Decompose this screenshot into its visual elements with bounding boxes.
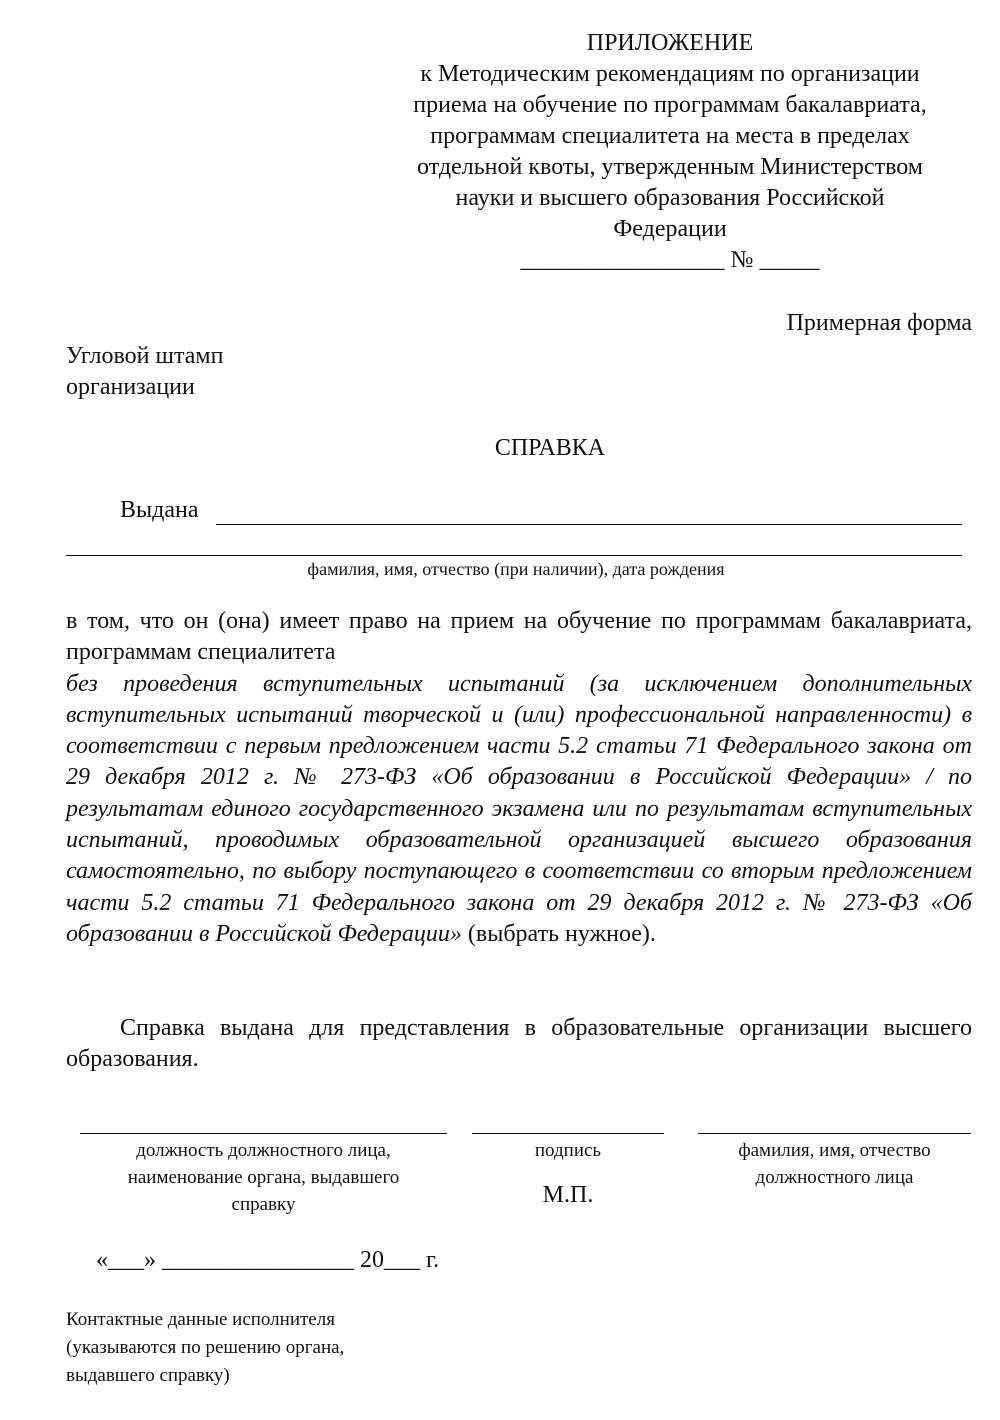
official-name-caption-line-2: должностного лица [755, 1167, 914, 1188]
issued-name-line[interactable] [216, 524, 962, 525]
annex-number-line: _________________ № _____ [520, 247, 820, 273]
body-regular-text: в том, что он (она) имеет право на прием на обучение по программам бакалавриата, программам специалитета [66, 608, 972, 666]
position-caption [80, 1137, 447, 1218]
document-title: СПРАВКА [494, 435, 606, 461]
form-type-label: Примерная форма [786, 310, 972, 336]
contact-line-2: (указываются по решению органа, [66, 1337, 345, 1358]
position-caption-line-2: наименование органа, выдавшего [127, 1167, 400, 1188]
position-caption-line-1: должность должностного лица, [136, 1140, 391, 1161]
annex-heading: ПРИЛОЖЕНИЕ [586, 30, 754, 56]
body-italic-text: без проведения вступительных испытаний (за исключением дополнительных вступительных испытаний творческой и (или) профессиональной направленности) в соответствии с первым предложением части 5.2 статьи 71 Федерального закона от 29 декабря 2012 г. № 273-ФЗ «Об образовании в Российской Федерации» / по результатам единого государственного экзамена или по результатам вступительных испытаний, проводимых образовательной организацией высшего образования самостоятельно, по выбору поступающего в соответствии со вторым предложением части 5.2 статьи 71 Федерального закона от 29 декабря 2012 г. № 273-ФЗ «Об образовании в Российской Федерации» [66, 670, 972, 947]
official-name-caption-line-1: фамилия, имя, отчество [738, 1140, 931, 1161]
issued-label: Выдана [120, 497, 199, 523]
body-tail-text: (выбрать нужное). [461, 920, 656, 947]
official-name-line[interactable] [698, 1133, 971, 1134]
contact-line-3: выдавшего справку) [66, 1365, 230, 1386]
position-caption-line-3: справку [231, 1194, 296, 1215]
signature-caption: подпись [534, 1140, 602, 1161]
stamp-place-label: М.П. [542, 1182, 594, 1208]
contact-line-1: Контактные данные исполнителя [66, 1309, 335, 1330]
purpose-paragraph: Справка выдана для представления в образовательные организации высшего образования. [66, 1015, 972, 1072]
position-signature-line[interactable] [80, 1133, 447, 1134]
annex-line-5: науки и высшего образования Российской [455, 185, 885, 211]
official-name-caption [698, 1137, 971, 1191]
issued-birth-line[interactable] [66, 555, 962, 556]
corner-stamp-note [66, 341, 223, 403]
annex-line-6: Федерации [613, 216, 727, 242]
signature-caption-block [472, 1137, 664, 1209]
annex-header [370, 28, 970, 276]
annex-line-1: к Методическим рекомендациям по организации [420, 61, 920, 87]
contact-info-note [66, 1306, 344, 1390]
annex-line-4: отдельной квоты, утвержденным Министерством [417, 154, 923, 180]
annex-line-2: приема на обучение по программам бакалавриата, [413, 92, 927, 118]
issue-date-line[interactable]: «___» ________________ 20___ г. [96, 1247, 440, 1273]
stamp-line-2: организации [66, 374, 195, 400]
certificate-body [66, 606, 972, 950]
issued-caption: фамилия, имя, отчество (при наличии), дата рождения [307, 559, 725, 579]
annex-line-3: программам специалитета на места в пределах [430, 123, 910, 149]
stamp-line-1: Угловой штамп [66, 343, 224, 369]
signature-line[interactable] [472, 1133, 664, 1134]
